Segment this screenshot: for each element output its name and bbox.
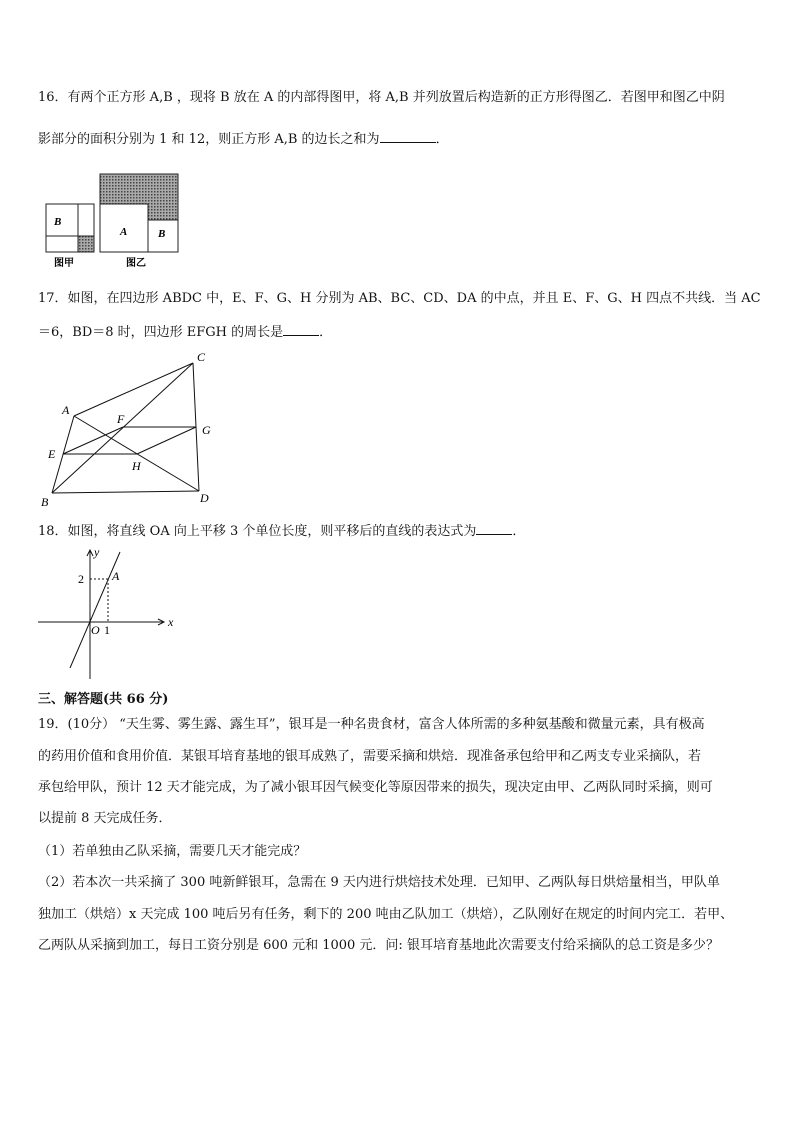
label-yi: 图乙	[126, 258, 146, 269]
q18-line-1-text: 18．如图，将直线 OA 向上平移 3 个单位长度，则平移后的直线的表达式为	[38, 524, 477, 539]
q17-point-c: C	[197, 350, 206, 364]
section-3-title: 三、解答题(共 66 分)	[38, 692, 169, 707]
q19-part-2-line-2: 独加工（烘焙）x 天完成 100 吨后另有任务，剩下的 200 吨由乙队加工（烘焙），乙队刚好在规定的时间内完工．若甲、	[38, 907, 734, 922]
q19-part-2-line-1: （2）若本次一共采摘了 300 吨新鲜银耳，急需在 9 天内进行烘焙技术处理．已知甲、乙两队每日烘焙量相当，甲队单	[38, 875, 720, 890]
q19-line-4: 以提前 8 天完成任务．	[38, 811, 172, 826]
q18-origin-label: O	[91, 623, 100, 637]
q16-line-2-end: ．	[435, 132, 449, 147]
q19-line-1: 19．(10分） “天生雾、雾生露、露生耳”，银耳是一种名贵食材，富含人体所需的多种氨基酸和微量元素，具有极高	[38, 717, 705, 732]
q19-line-2: 的药用价值和食用价值．某银耳培育基地的银耳成熟了，需要采摘和烘焙．现准备承包给甲和乙两支专业采摘队，若	[38, 749, 702, 764]
q18-tick-1: 1	[104, 623, 110, 637]
q17-point-h: H	[132, 459, 141, 473]
q16-answer-blank	[380, 130, 436, 143]
yi-label-b: B	[158, 228, 166, 240]
q16-figure	[40, 170, 185, 270]
q18-point-a: A	[112, 569, 120, 583]
q18-y-label: y	[94, 545, 100, 559]
q17-point-d: D	[200, 491, 209, 505]
q18-x-label: x	[168, 615, 174, 629]
q18-line-1	[38, 522, 525, 541]
q18-answer-blank	[476, 522, 512, 535]
yi-label-a: A	[120, 226, 128, 238]
q16-line-2-text: 影部分的面积分别为 1 和 12，则正方形 A,B 的边长之和为	[38, 132, 380, 147]
q16-line-2	[38, 130, 449, 149]
q17-figure	[40, 346, 230, 510]
q17-point-b: B	[41, 495, 49, 509]
q17-line-2-end: ．	[319, 325, 333, 340]
q17-point-f: F	[117, 412, 125, 426]
q17-point-g: G	[202, 423, 211, 437]
q18-line-1-end: ．	[512, 524, 526, 539]
q17-answer-blank	[283, 323, 319, 336]
q19-line-3: 承包给甲队，预计 12 天才能完成，为了减小银耳因气候变化等原因带来的损失，现决定由甲、乙两队同时采摘，则可	[38, 780, 713, 795]
q17-line-2-text: ＝6，BD＝8 时，四边形 EFGH 的周长是	[38, 325, 284, 340]
q19-part-2-line-3: 乙两队从采摘到加工，每日工资分别是 600 元和 1000 元．问: 银耳培育基地此次需要支付给采摘队的总工资是多少？	[38, 938, 719, 953]
figure-jia	[46, 204, 94, 252]
q17-line-2	[38, 323, 332, 342]
q17-point-a: A	[62, 403, 70, 417]
label-jia: 图甲	[54, 258, 74, 269]
q18-tick-2: 2	[78, 572, 84, 586]
q18-figure	[36, 544, 186, 684]
figure-yi	[100, 174, 178, 252]
q17-point-e: E	[48, 447, 56, 461]
q17-line-1: 17．如图，在四边形 ABDC 中，E、F、G、H 分别为 AB、BC、CD、DA 的中点，并且 E、F、G、H 四点不共线．当 AC	[38, 291, 761, 306]
jia-label-b: B	[54, 216, 62, 228]
q16-line-1: 16．有两个正方形 A,B ，现将 B 放在 A 的内部得图甲，将 A,B 并列放置后构造新的正方形得图乙．若图甲和图乙中阴	[38, 90, 725, 105]
q19-part-1: （1）若单独由乙队采摘，需要几天才能完成？	[38, 844, 307, 859]
